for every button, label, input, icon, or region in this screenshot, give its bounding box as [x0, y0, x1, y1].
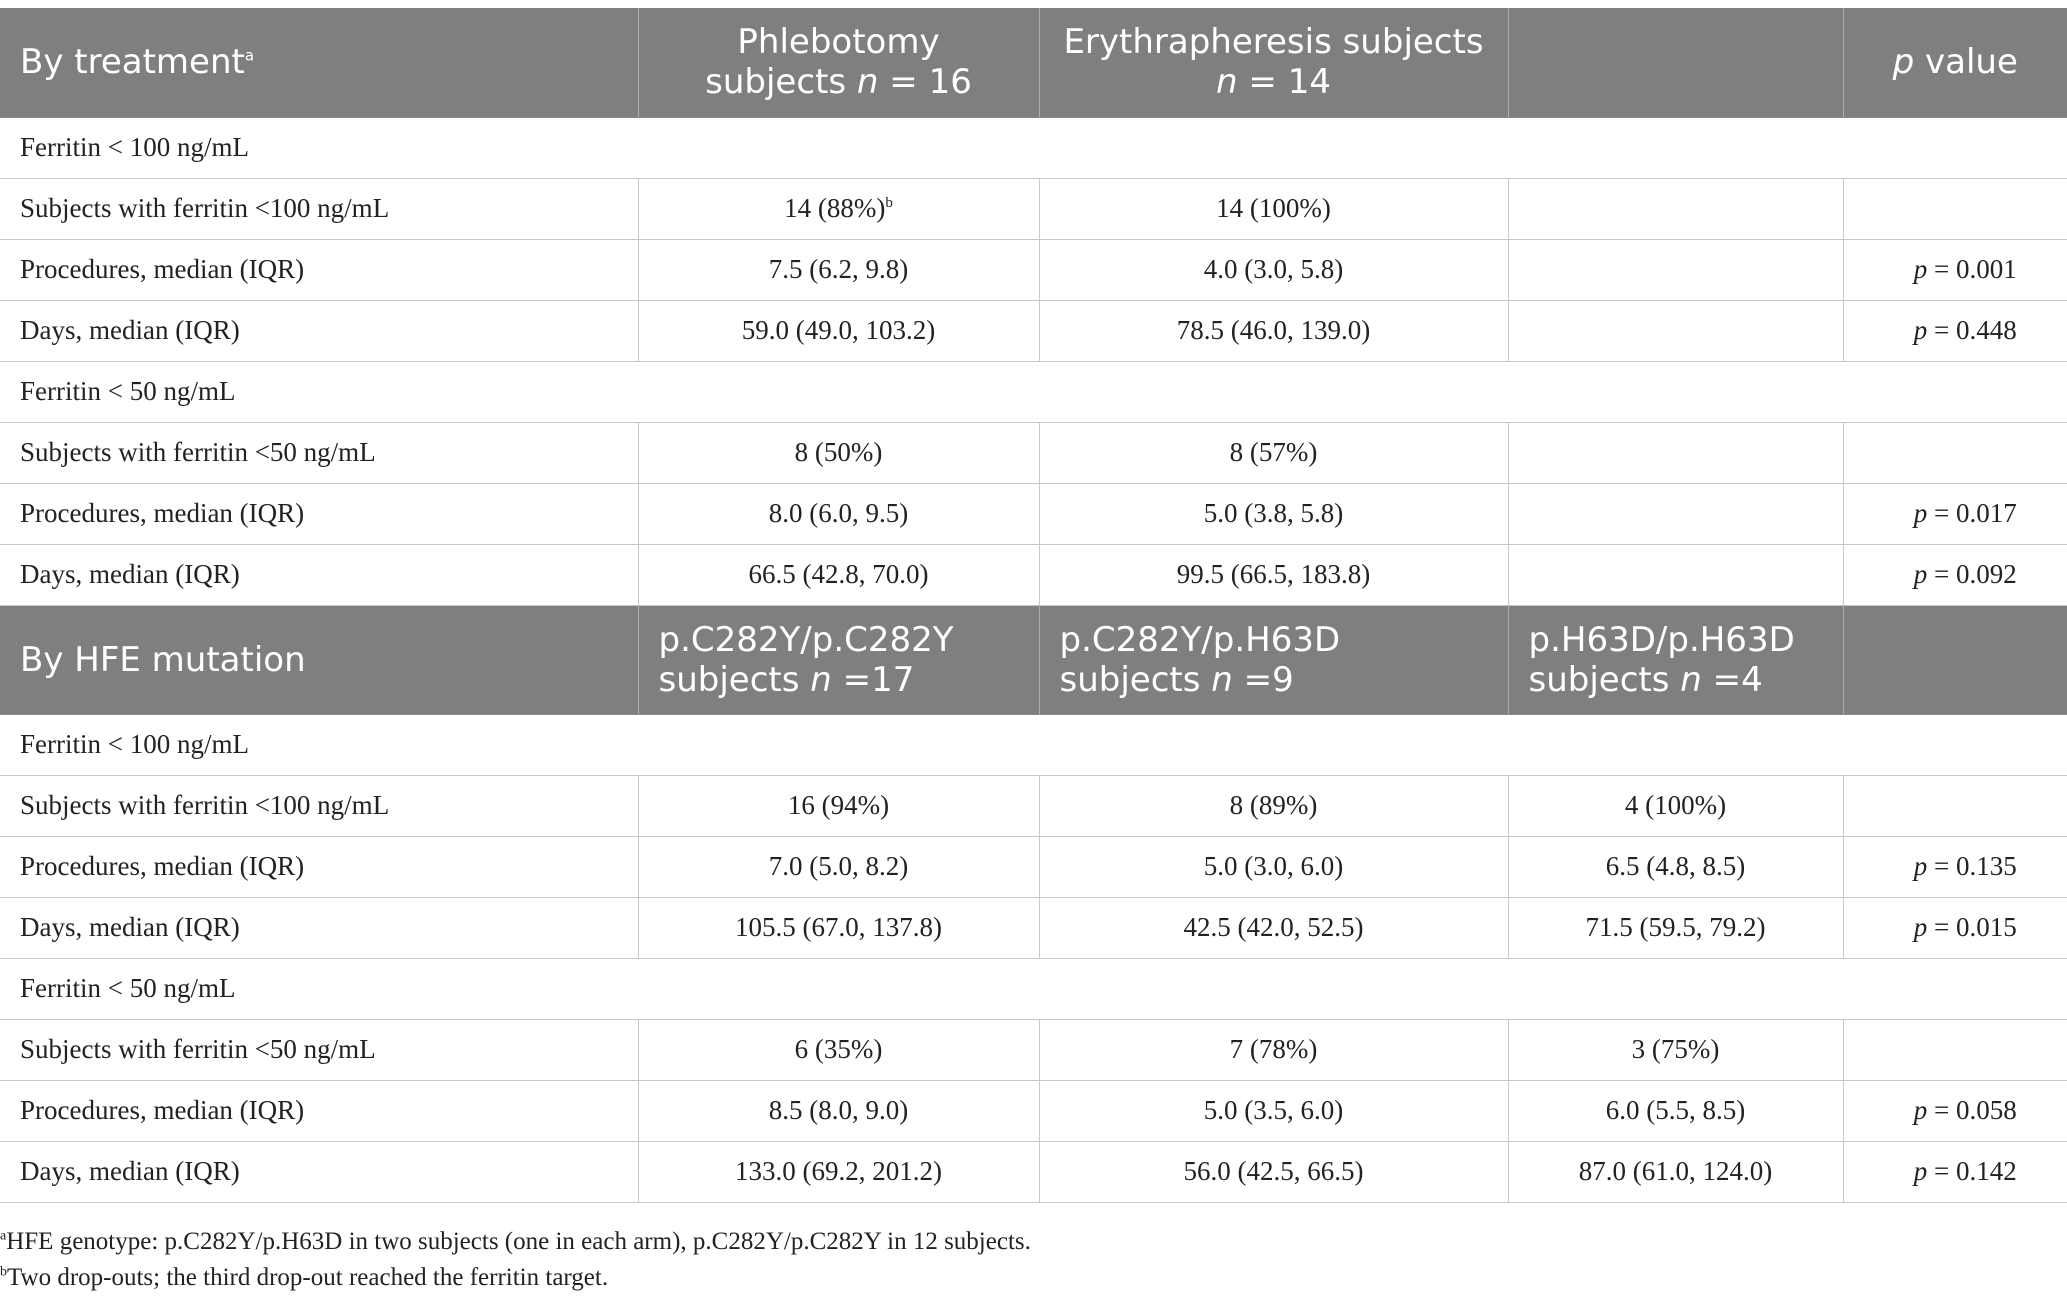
header-erythrapheresis: Erythrapheresis subjects n = 14	[1039, 8, 1508, 117]
row-label: Procedures, median (IQR)	[0, 836, 638, 897]
cell-phlebotomy: 14 $(88\%)^b$	[638, 178, 1039, 239]
cell-p-value: p = 0.092	[1843, 544, 2067, 605]
row-label: Procedures, median (IQR)	[0, 239, 638, 300]
cell-empty	[1508, 300, 1843, 361]
results-table	[0, 8, 2067, 1203]
section-row	[0, 958, 2067, 1019]
cell-phlebotomy: 59.0 (49.0, 103.2)	[638, 300, 1039, 361]
cell-h63d-h63d: 87.0 (61.0, 124.0)	[1508, 1141, 1843, 1202]
cell-phlebotomy: 8.0 (6.0, 9.5)	[638, 483, 1039, 544]
section-title: Ferritin < 100 ng/mL	[0, 714, 2067, 775]
cell-phlebotomy: 7.5 (6.2, 9.8)	[638, 239, 1039, 300]
row-label: Days, median (IQR)	[0, 897, 638, 958]
header-empty	[1843, 605, 2067, 714]
table-row	[0, 300, 2067, 361]
table-row	[0, 836, 2067, 897]
table-row	[0, 1019, 2067, 1080]
cell-p-value	[1843, 1019, 2067, 1080]
cell-empty	[1508, 239, 1843, 300]
table-row	[0, 422, 2067, 483]
cell-p-value	[1843, 178, 2067, 239]
cell-erythrapheresis: 99.5 (66.5, 183.8)	[1039, 544, 1508, 605]
cell-c282y-h63d: 7 (78%)	[1039, 1019, 1508, 1080]
header-h63d-h63d: p.H63D/p.H63D subjects n =4	[1508, 605, 1843, 714]
hfe-header-row	[0, 605, 2067, 714]
cell-erythrapheresis: 14 (100%)	[1039, 178, 1508, 239]
row-label: Subjects with ferritin <100 ng/mL	[0, 178, 638, 239]
table-row	[0, 897, 2067, 958]
treatment-header-row	[0, 8, 2067, 117]
row-label: Procedures, median (IQR)	[0, 483, 638, 544]
header-phlebotomy: Phlebotomy subjects n = 16	[638, 8, 1039, 117]
cell-p-value: p = 0.001	[1843, 239, 2067, 300]
cell-c282y-h63d: 5.0 (3.5, 6.0)	[1039, 1080, 1508, 1141]
cell-p-value: p = 0.015	[1843, 897, 2067, 958]
cell-c282y-h63d: 5.0 (3.0, 6.0)	[1039, 836, 1508, 897]
table-row	[0, 1141, 2067, 1202]
cell-p-value	[1843, 775, 2067, 836]
footnote-b: $^b$Two drop-outs; the third drop-out reached the ferritin target.	[0, 1264, 609, 1291]
cell-c282y-c282y: 6 (35%)	[638, 1019, 1039, 1080]
row-label: Days, median (IQR)	[0, 544, 638, 605]
cell-h63d-h63d: 6.5 (4.8, 8.5)	[1508, 836, 1843, 897]
row-label: Days, median (IQR)	[0, 1141, 638, 1202]
cell-empty	[1508, 483, 1843, 544]
header-c282y-h63d: p.C282Y/p.H63D subjects n =9	[1039, 605, 1508, 714]
cell-c282y-c282y: 133.0 (69.2, 201.2)	[638, 1141, 1039, 1202]
cell-h63d-h63d: 6.0 (5.5, 8.5)	[1508, 1080, 1843, 1141]
cell-empty	[1508, 422, 1843, 483]
cell-h63d-h63d: 4 (100%)	[1508, 775, 1843, 836]
cell-phlebotomy: 8 (50%)	[638, 422, 1039, 483]
section-title: Ferritin < 50 ng/mL	[0, 958, 2067, 1019]
row-label: Procedures, median (IQR)	[0, 1080, 638, 1141]
cell-erythrapheresis: 4.0 (3.0, 5.8)	[1039, 239, 1508, 300]
row-label: Days, median (IQR)	[0, 300, 638, 361]
cell-erythrapheresis: 78.5 (46.0, 139.0)	[1039, 300, 1508, 361]
cell-h63d-h63d: 71.5 (59.5, 79.2)	[1508, 897, 1843, 958]
table-row	[0, 239, 2067, 300]
cell-erythrapheresis: 5.0 (3.8, 5.8)	[1039, 483, 1508, 544]
section-title: Ferritin < 100 ng/mL	[0, 117, 2067, 178]
table-row	[0, 775, 2067, 836]
table-row	[0, 178, 2067, 239]
section-row	[0, 117, 2067, 178]
cell-p-value: p = 0.448	[1843, 300, 2067, 361]
cell-c282y-c282y: 7.0 (5.0, 8.2)	[638, 836, 1039, 897]
header-by-treatment: By treatment$^a$	[0, 8, 638, 117]
cell-c282y-h63d: 56.0 (42.5, 66.5)	[1039, 1141, 1508, 1202]
header-empty	[1508, 8, 1843, 117]
cell-c282y-h63d: 8 (89%)	[1039, 775, 1508, 836]
row-label: Subjects with ferritin <50 ng/mL	[0, 422, 638, 483]
cell-empty	[1508, 544, 1843, 605]
cell-c282y-c282y: 105.5 (67.0, 137.8)	[638, 897, 1039, 958]
header-by-hfe-mutation: By HFE mutation	[0, 605, 638, 714]
section-title: Ferritin < 50 ng/mL	[0, 361, 2067, 422]
cell-c282y-h63d: 42.5 (42.0, 52.5)	[1039, 897, 1508, 958]
cell-c282y-c282y: 8.5 (8.0, 9.0)	[638, 1080, 1039, 1141]
row-label: Subjects with ferritin <50 ng/mL	[0, 1019, 638, 1080]
table-row	[0, 544, 2067, 605]
cell-p-value: p = 0.135	[1843, 836, 2067, 897]
row-label: Subjects with ferritin <100 ng/mL	[0, 775, 638, 836]
cell-phlebotomy: 66.5 (42.8, 70.0)	[638, 544, 1039, 605]
footnote-a: $^a$HFE genotype: p.C282Y/p.H63D in two subjects (one in each arm), p.C282Y/p.C282Y in 12 subjects.	[0, 1228, 1031, 1255]
cell-p-value: p = 0.017	[1843, 483, 2067, 544]
table-row	[0, 1080, 2067, 1141]
cell-empty	[1508, 178, 1843, 239]
cell-p-value: p = 0.142	[1843, 1141, 2067, 1202]
cell-erythrapheresis: 8 (57%)	[1039, 422, 1508, 483]
table-row	[0, 483, 2067, 544]
cell-p-value	[1843, 422, 2067, 483]
cell-p-value: p = 0.058	[1843, 1080, 2067, 1141]
section-row	[0, 361, 2067, 422]
header-p-value: p value	[1843, 8, 2067, 117]
cell-h63d-h63d: 3 (75%)	[1508, 1019, 1843, 1080]
results-table-container	[0, 8, 2067, 1203]
cell-c282y-c282y: 16 (94%)	[638, 775, 1039, 836]
section-row	[0, 714, 2067, 775]
header-c282y-c282y: p.C282Y/p.C282Y subjects n =17	[638, 605, 1039, 714]
